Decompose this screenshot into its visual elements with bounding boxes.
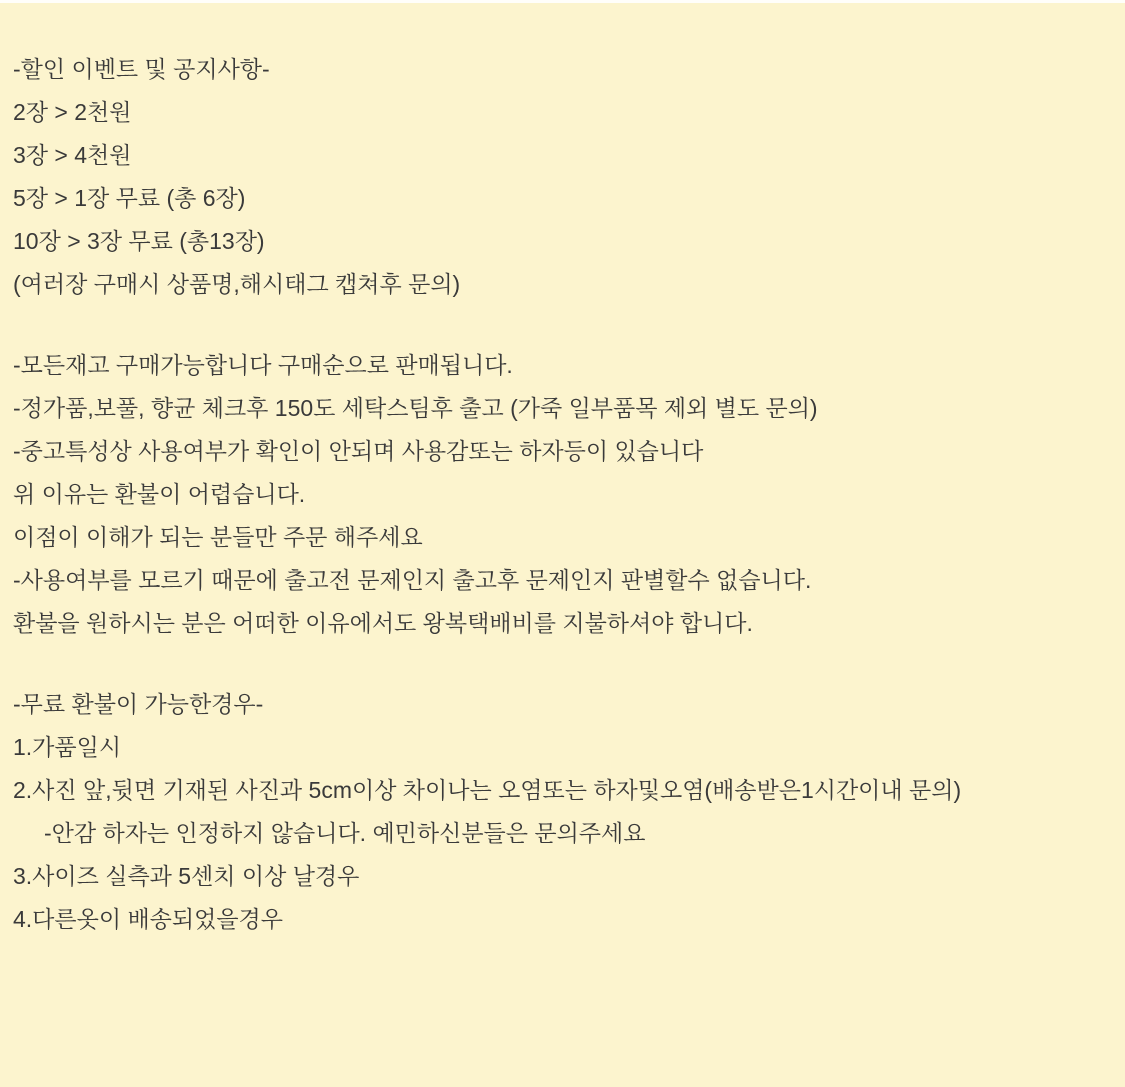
discount-section bbox=[13, 48, 1109, 306]
policy-line: 이점이 이해가 되는 분들만 주문 해주세요 bbox=[13, 524, 423, 550]
policy-line: 위 이유는 환불이 어렵습니다. bbox=[13, 481, 306, 507]
free-refund-case-line: 1.가품일시 bbox=[13, 734, 122, 760]
discount-note-line: (여러장 구매시 상품명,해시태그 캡쳐후 문의) bbox=[13, 271, 461, 297]
discount-section-heading: -할인 이벤트 및 공지사항- bbox=[13, 56, 270, 82]
free-refund-case-line: 4.다른옷이 배송되었을경우 bbox=[13, 906, 283, 932]
policy-line: -모든재고 구매가능합니다 구매순으로 판매됩니다. bbox=[13, 352, 513, 378]
policy-line: -정가품,보풀, 향균 체크후 150도 세탁스팀후 출고 (가죽 일부품목 제외 별도 문의) bbox=[13, 395, 818, 421]
policy-line: 환불을 원하시는 분은 어떠한 이유에서도 왕복택배비를 지불하셔야 합니다. bbox=[13, 610, 753, 636]
top-edge-divider bbox=[0, 0, 1125, 3]
discount-tier-line: 5장 > 1장 무료 (총 6장) bbox=[13, 185, 246, 211]
free-refund-case-line: 3.사이즈 실측과 5센치 이상 날경우 bbox=[13, 863, 360, 889]
section-spacer bbox=[13, 645, 1109, 683]
free-refund-case-line: 2.사진 앞,뒷면 기재된 사진과 5cm이상 차이나는 오염또는 하자및오염(배송받은1시간이내 문의) bbox=[13, 777, 962, 803]
discount-tier-line: 3장 > 4천원 bbox=[13, 142, 132, 168]
section-spacer bbox=[13, 306, 1109, 344]
policy-line: -사용여부를 모르기 때문에 출고전 문제인지 출고후 문제인지 판별할수 없습니다. bbox=[13, 567, 812, 593]
discount-tier-line: 2장 > 2천원 bbox=[13, 99, 132, 125]
policy-section bbox=[13, 344, 1109, 645]
discount-tier-line: 10장 > 3장 무료 (총13장) bbox=[13, 228, 265, 254]
free-refund-subnote-line: -안감 하자는 인정하지 않습니다. 예민하신분들은 문의주세요 bbox=[44, 820, 646, 846]
free-refund-section-heading: -무료 환불이 가능한경우- bbox=[13, 691, 264, 717]
free-refund-section bbox=[13, 683, 1109, 941]
policy-line: -중고특성상 사용여부가 확인이 안되며 사용감또는 하자등이 있습니다 bbox=[13, 438, 704, 464]
